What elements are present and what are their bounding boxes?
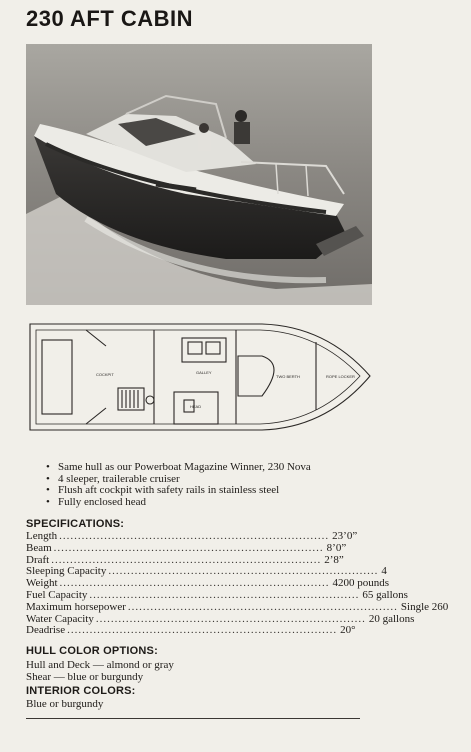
spec-row bbox=[26, 624, 356, 637]
spec-label: Sleeping Capacity bbox=[26, 565, 107, 578]
spec-value: 65 gallons bbox=[362, 588, 408, 601]
floor-plan bbox=[26, 316, 374, 440]
hull-color-line: Shear — blue or burgundy bbox=[26, 671, 144, 683]
boat-photo bbox=[26, 44, 372, 305]
leader-dots: ........................................................................ bbox=[127, 600, 398, 613]
plan-label-head: HEAD bbox=[190, 404, 202, 409]
spec-label: Length bbox=[26, 530, 58, 542]
spec-row bbox=[26, 600, 449, 614]
leader-dots: ........................................................................ bbox=[95, 612, 366, 625]
spec-label: Deadrise bbox=[26, 624, 66, 637]
interior-colors-line: Blue or burgundy bbox=[26, 698, 104, 710]
spec-row bbox=[26, 541, 347, 555]
feature-item: • Fully enclosed head bbox=[44, 497, 311, 509]
boat-photo-illustration bbox=[26, 44, 372, 305]
leader-dots: ........................................................................ bbox=[59, 530, 330, 542]
floor-plan-diagram bbox=[26, 316, 374, 440]
spec-label: Fuel Capacity bbox=[26, 588, 88, 601]
feature-list bbox=[44, 462, 311, 508]
specifications-table bbox=[26, 530, 449, 637]
spec-value: 4 bbox=[381, 565, 387, 578]
spec-value: 2’8” bbox=[324, 553, 344, 566]
plan-label-galley: GALLEY bbox=[196, 370, 212, 375]
spec-value: 8’0” bbox=[326, 541, 347, 554]
leader-dots: ........................................................................ bbox=[51, 553, 322, 566]
feature-item: • 4 sleeper, trailerable cruiser bbox=[44, 474, 311, 486]
leader-dots: ........................................................................ bbox=[53, 541, 324, 554]
plan-label-cockpit: COCKPIT bbox=[96, 372, 114, 377]
page-title: 230 AFT CABIN bbox=[26, 6, 194, 31]
hull-color-line: Hull and Deck — almond or gray bbox=[26, 659, 174, 671]
specifications-heading: SPECIFICATIONS: bbox=[26, 518, 125, 530]
spec-row bbox=[26, 588, 408, 602]
spec-value: 20 gallons bbox=[368, 612, 415, 625]
spec-value: Single 260 bbox=[400, 600, 449, 613]
leader-dots: ........................................................................ bbox=[108, 565, 379, 578]
spec-label: Water Capacity bbox=[26, 612, 94, 625]
spec-value: 20° bbox=[340, 624, 356, 637]
spec-label: Weight bbox=[26, 577, 58, 590]
spec-label: Beam bbox=[26, 541, 52, 554]
spec-value: 23’0” bbox=[332, 530, 358, 542]
spec-value: 4200 pounds bbox=[332, 577, 390, 590]
plan-label-rope-locker: ROPE LOCKER bbox=[326, 374, 355, 379]
feature-item: • Same hull as our Powerboat Magazine Winner, 230 Nova bbox=[44, 462, 311, 474]
feature-item: • Flush aft cockpit with safety rails in stainless steel bbox=[44, 485, 311, 497]
leader-dots: ........................................................................ bbox=[89, 588, 360, 601]
hull-color-heading: HULL COLOR OPTIONS: bbox=[26, 645, 158, 657]
leader-dots: ........................................................................ bbox=[59, 577, 330, 590]
spec-label: Draft bbox=[26, 553, 50, 566]
interior-colors-heading: INTERIOR COLORS: bbox=[26, 685, 136, 697]
plan-label-two-berth: TWO BERTH bbox=[276, 374, 300, 379]
spec-label: Maximum horsepower bbox=[26, 600, 126, 613]
leader-dots: ........................................................................ bbox=[67, 624, 338, 637]
bottom-rule bbox=[26, 718, 360, 719]
